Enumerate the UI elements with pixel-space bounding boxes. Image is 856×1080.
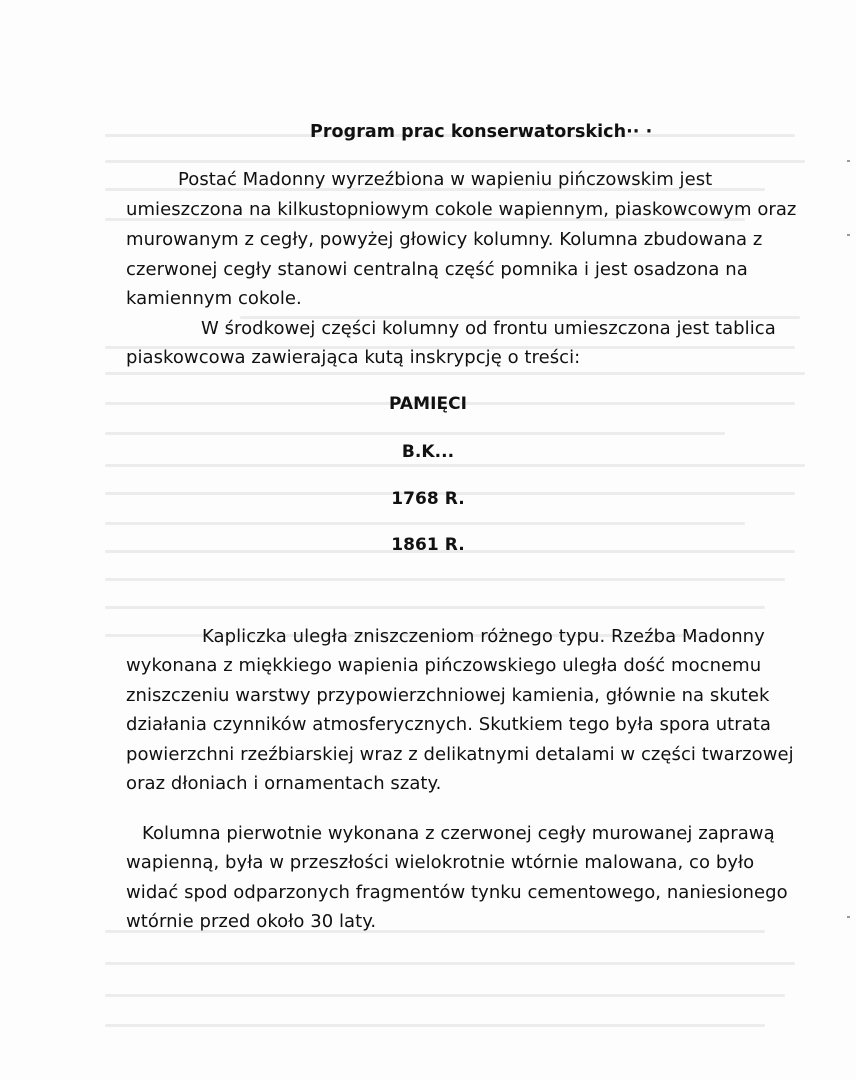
bleed-through-line: [105, 606, 765, 609]
bleed-through-line: [105, 160, 805, 163]
bleed-through-line: [105, 432, 725, 435]
document-heading: Program prac konserwatorskich·· ·: [310, 122, 653, 142]
paragraph-1-line: murowanym z cegły, powyżej głowicy kolumny. Kolumna zbudowana z: [126, 229, 763, 250]
paragraph-3-line: powierzchni rzeźbiarskiej wraz z delikatnymi detalami w części twarzowej: [126, 744, 794, 765]
paragraph-1-line: umieszczona na kilkustopniowym cokole wapiennym, piaskowcowym oraz: [126, 199, 797, 220]
paragraph-1-line: czerwonej cegły stanowi centralną część pomnika i jest osadzona na: [126, 259, 748, 280]
paragraph-4-line: Kolumna pierwotnie wykonana z czerwonej cegły murowanej zaprawą: [142, 823, 775, 844]
inscription-line: 1861 R.: [391, 535, 465, 555]
paragraph-4-line: wapienną, była w przeszłości wielokrotnie wtórnie malowana, co było: [126, 852, 755, 873]
inscription-line: PAMIĘCI: [388, 394, 468, 414]
bleed-through-line: [105, 372, 805, 375]
paragraph-4-line: widać spod odparzonych fragmentów tynku cementowego, naniesionego: [126, 882, 788, 903]
paragraph-1-line: kamiennym cokole.: [126, 288, 302, 309]
paragraph-3-line: działania czynników atmosferycznych. Skutkiem tego była spora utrata: [126, 714, 772, 735]
bleed-through-line: [105, 1024, 765, 1027]
inscription-line: B.K...: [401, 442, 455, 462]
paragraph-2-line: W środkowej części kolumny od frontu umieszczona jest tablica: [201, 318, 776, 339]
bleed-through-line: [105, 522, 745, 525]
paragraph-1-line: Postać Madonny wyrzeźbiona w wapieniu pińczowskim jest: [178, 169, 713, 190]
scan-mark: [847, 234, 850, 236]
bleed-through-line: [105, 578, 785, 581]
paragraph-3-line: wykonana z miękkiego wapienia pińczowskiego uległa dość mocnemu: [126, 655, 762, 676]
scan-mark: [847, 916, 850, 918]
bleed-through-line: [105, 962, 795, 965]
paragraph-3-line: zniszczeniu warstwy przypowierzchniowej kamienia, głównie na skutek: [126, 685, 770, 706]
inscription-line: 1768 R.: [391, 489, 465, 509]
scan-mark: [847, 160, 850, 162]
paragraph-3-line: Kapliczka uległa zniszczeniom różnego typu. Rzeźba Madonny: [202, 626, 765, 647]
paragraph-2-line: piaskowcowa zawierająca kutą inskrypcję o treści:: [126, 347, 581, 368]
bleed-through-line: [105, 994, 785, 997]
paragraph-4-line: wtórnie przed około 30 laty.: [126, 911, 377, 932]
paragraph-3-line: oraz dłoniach i ornamentach szaty.: [126, 773, 442, 794]
